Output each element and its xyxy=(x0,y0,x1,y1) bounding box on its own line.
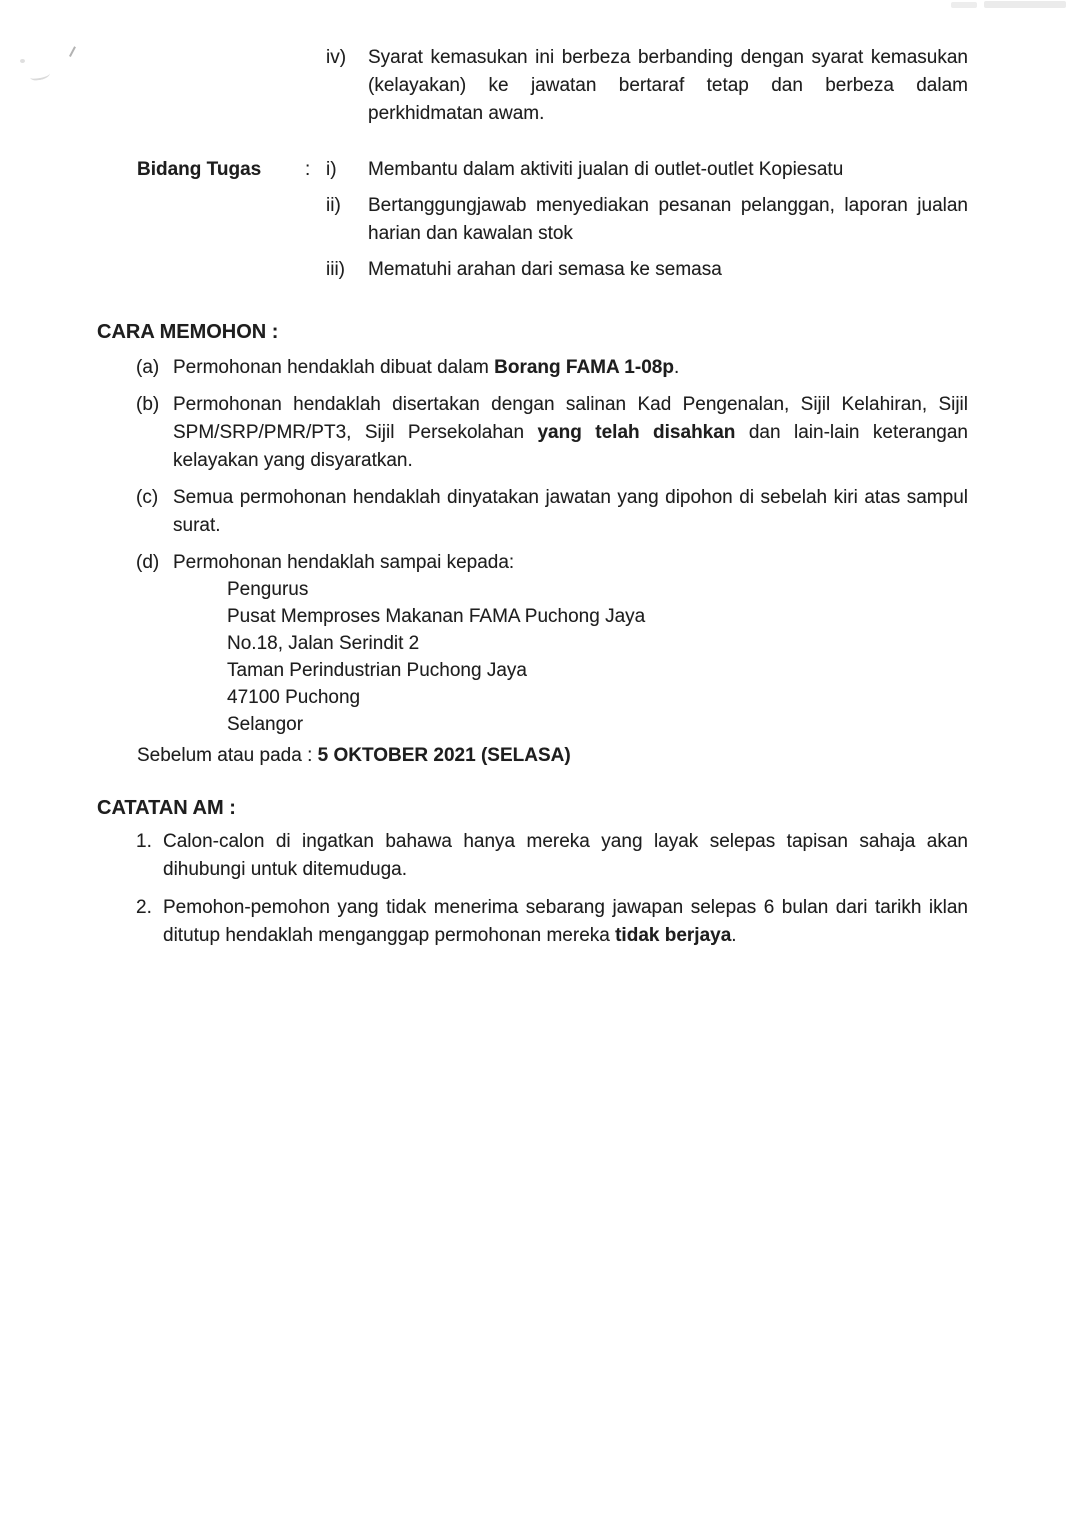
scan-artifact-speck xyxy=(20,59,25,63)
list-item xyxy=(326,156,970,184)
list-item-iv-text: Syarat kemasukan ini berbeza berbanding dengan syarat kemasukan (kelayakan) ke jawatan bertaraf tetap dan berbeza dalam perkhidmatan awam. xyxy=(368,47,968,124)
address-line: Pusat Memproses Makanan FAMA Puchong Jaya xyxy=(227,606,646,627)
list-item-text: Calon-calon di ingatkan bahawa hanya mereka yang layak selepas tapisan sahaja akan dihubungi untuk ditemuduga. xyxy=(163,831,968,880)
deadline-line xyxy=(137,742,571,770)
list-item xyxy=(136,549,968,577)
scan-artifact-strip xyxy=(951,2,977,8)
address-line: Taman Perindustrian Puchong Jaya xyxy=(227,660,527,681)
scan-artifact-strip xyxy=(984,1,1066,8)
list-item-text: Mematuhi arahan dari semasa ke semasa xyxy=(368,259,722,280)
address-line: No.18, Jalan Serindit 2 xyxy=(227,633,420,654)
list-item xyxy=(136,391,968,475)
list-item-iv xyxy=(326,44,970,128)
list-item-text: Bertanggungjawab menyediakan pesanan pelanggan, laporan jualan harian dan kawalan stok xyxy=(368,195,968,244)
scan-artifact-speck xyxy=(29,70,50,82)
list-item xyxy=(136,484,968,540)
list-item-label: (a) xyxy=(136,357,160,378)
cara-memohon-heading: CARA MEMOHON : xyxy=(97,321,279,343)
list-item-label: i) xyxy=(326,159,337,180)
bidang-tugas-items xyxy=(326,156,970,292)
list-item xyxy=(326,256,970,284)
list-item xyxy=(136,894,968,950)
list-item-text: Membantu dalam aktiviti jualan di outlet-outlet Kopiesatu xyxy=(368,159,844,180)
catatan-am-items xyxy=(136,828,968,960)
list-item xyxy=(326,192,970,248)
bidang-tugas-colon: : xyxy=(305,159,311,180)
list-item-iv-label: iv) xyxy=(326,47,347,68)
address-block xyxy=(227,576,645,738)
address-line: Pengurus xyxy=(227,579,309,600)
list-item-text: Semua permohonan hendaklah dinyatakan jawatan yang dipohon di sebelah kiri atas sampul surat. xyxy=(173,487,968,536)
list-item-label: 1. xyxy=(136,831,152,852)
list-item-text: Permohonan hendaklah dibuat dalam Borang FAMA 1-08p. xyxy=(173,357,680,378)
scan-artifact-speck xyxy=(61,42,76,57)
list-item-text: Permohonan hendaklah disertakan dengan salinan Kad Pengenalan, Sijil Kelahiran, Sijil SPM/SRP/PMR/PT3, Sijil Persekolahan yang telah disahkan dan lain-lain keterangan kelayakan yang disyaratkan. xyxy=(173,394,968,471)
deadline-prefix: Sebelum atau pada : xyxy=(137,745,318,766)
list-item-text: Pemohon-pemohon yang tidak menerima sebarang jawapan selepas 6 bulan dari tarikh iklan ditutup hendaklah menganggap permohonan mereka tidak berjaya. xyxy=(163,897,968,946)
address-line: Selangor xyxy=(227,714,304,735)
list-item-label: ii) xyxy=(326,195,341,216)
bidang-tugas-label: Bidang Tugas xyxy=(137,159,262,180)
list-item xyxy=(136,354,968,382)
deadline-value: 5 OKTOBER 2021 (SELASA) xyxy=(317,745,571,766)
list-item xyxy=(136,828,968,884)
list-item-label: (d) xyxy=(136,552,160,573)
bidang-tugas-section xyxy=(137,156,970,292)
list-item-text: Permohonan hendaklah sampai kepada: xyxy=(173,552,515,573)
address-line: 47100 Puchong xyxy=(227,687,361,708)
list-item-label: (b) xyxy=(136,394,160,415)
catatan-am-heading: CATATAN AM : xyxy=(97,797,236,819)
cara-memohon-items xyxy=(136,354,968,586)
list-item-label: 2. xyxy=(136,897,152,918)
list-item-label: iii) xyxy=(326,259,345,280)
list-item-label: (c) xyxy=(136,487,159,508)
